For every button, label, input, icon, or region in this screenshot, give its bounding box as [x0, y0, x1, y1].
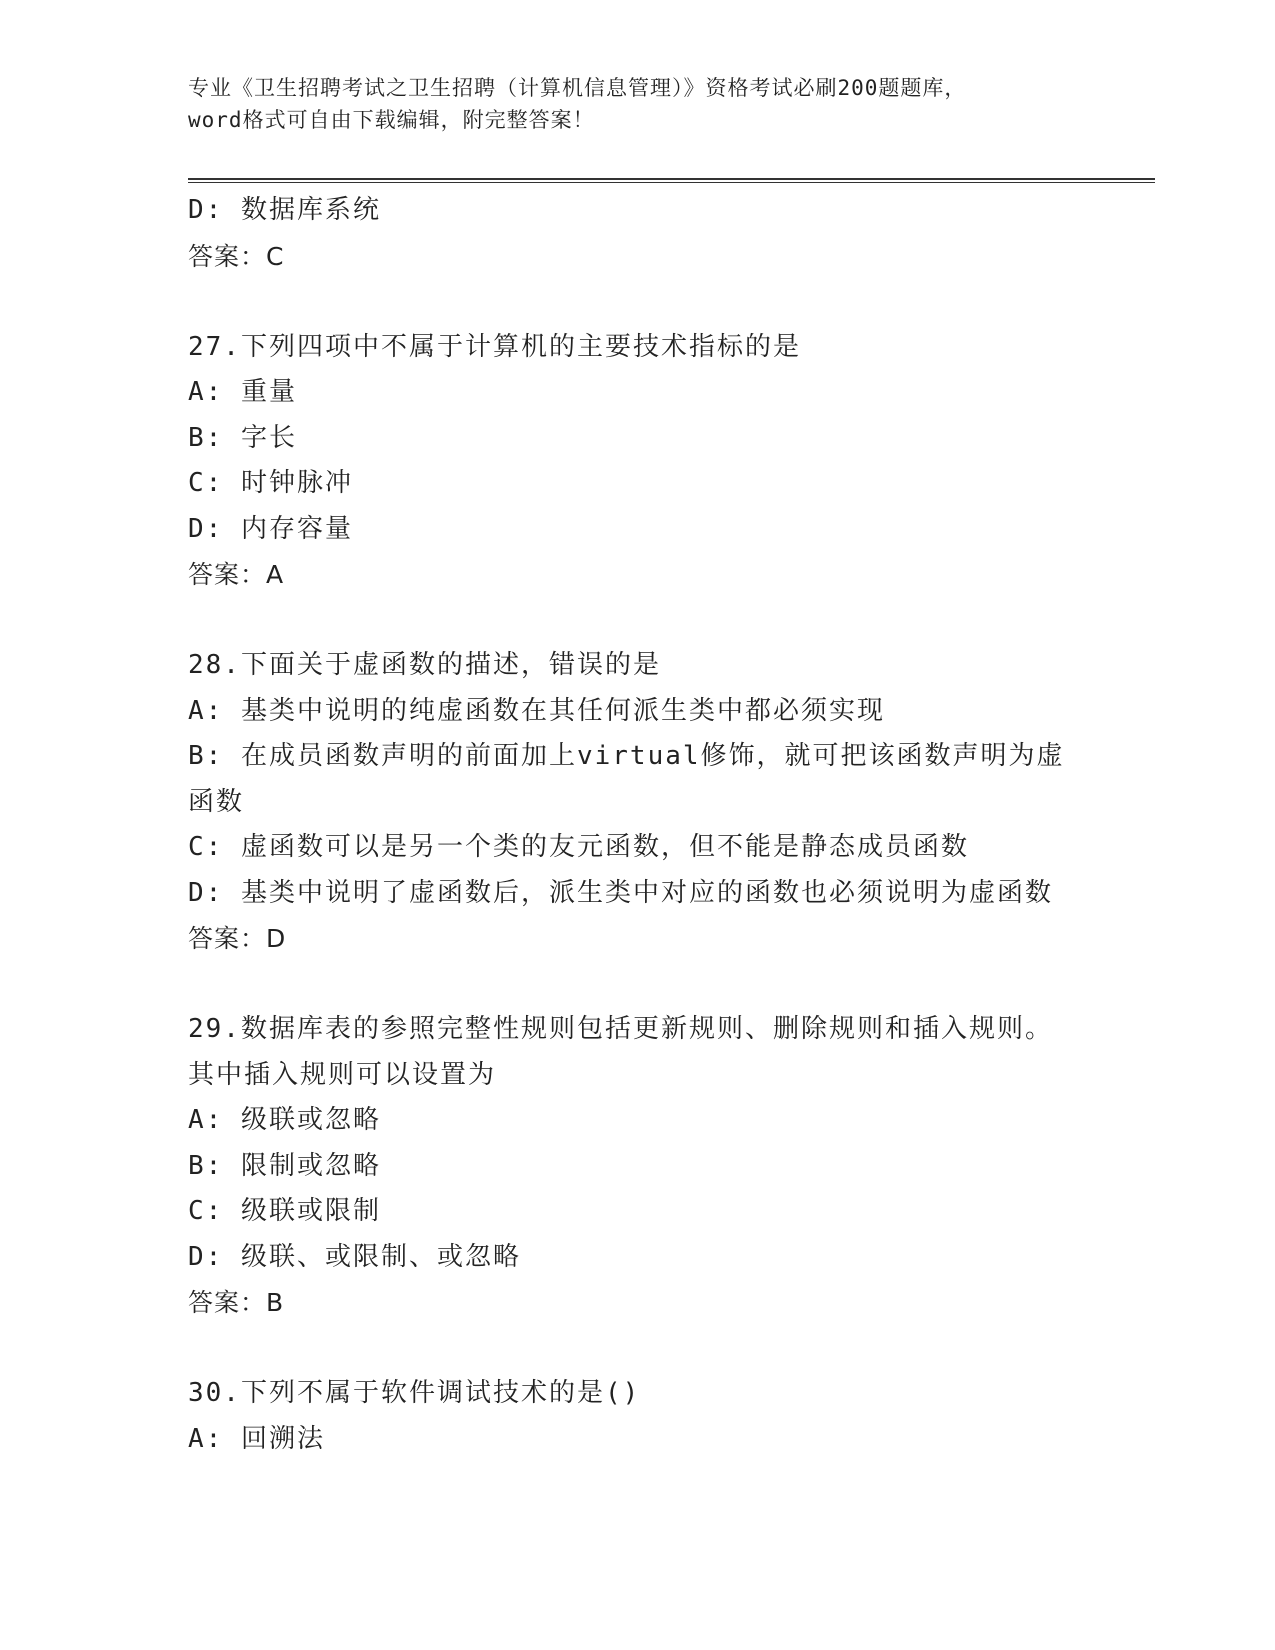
question-29	[188, 1007, 1088, 1326]
option-d: D: 内存容量	[188, 513, 353, 544]
question-28	[188, 643, 1088, 962]
question-spacer	[188, 962, 1088, 1008]
option-b-continued: 函数	[188, 786, 245, 817]
question-stem: 27.下列四项中不属于计算机的主要技术指标的是	[188, 331, 801, 362]
option-c: C: 时钟脉冲	[188, 468, 353, 498]
option-b: B: 字长	[188, 422, 297, 453]
question-30	[188, 1371, 1088, 1462]
option-a: A: 基类中说明的纯虚函数在其任何派生类中都必须实现	[188, 695, 885, 726]
header-title-line-2: word格式可自由下载编辑，附完整答案！	[188, 108, 595, 132]
question-stem: 28.下面关于虚函数的描述，错误的是	[188, 650, 661, 680]
question-stem: 30.下列不属于软件调试技术的是()	[188, 1378, 641, 1408]
header-title-line-1: 专业《卫生招聘考试之卫生招聘（计算机信息管理）》资格考试必刷200题题库，	[188, 76, 967, 100]
option-c: C: 虚函数可以是另一个类的友元函数，但不能是静态成员函数	[188, 832, 969, 862]
question-stem: 29.数据库表的参照完整性规则包括更新规则、删除规则和插入规则。	[188, 1014, 1053, 1044]
question-27	[188, 325, 1088, 598]
answer: 答案：D	[188, 924, 287, 953]
option-a: A: 级联或忽略	[188, 1105, 381, 1135]
prev-answer: 答案：C	[188, 241, 285, 271]
option-d: D: 基类中说明了虚函数后，派生类中对应的函数也必须说明为虚函数	[188, 877, 1053, 908]
document-header	[188, 72, 1088, 136]
question-spacer	[188, 598, 1088, 644]
question-spacer	[188, 279, 1088, 325]
question-spacer	[188, 1326, 1088, 1372]
header-divider	[188, 178, 1155, 183]
question-list	[188, 188, 1088, 1462]
option-b: B: 限制或忽略	[188, 1150, 381, 1181]
answer: 答案：B	[188, 1288, 285, 1317]
option-a: A: 回溯法	[188, 1423, 325, 1454]
option-d: D: 级联、或限制、或忽略	[188, 1241, 521, 1272]
prev-option-d: D: 数据库系统	[188, 195, 381, 225]
option-a: A: 重量	[188, 377, 297, 407]
option-b: B: 在成员函数声明的前面加上virtual修饰，就可把该函数声明为虚	[188, 741, 1065, 771]
question-stem-continued: 其中插入规则可以设置为	[188, 1059, 497, 1090]
option-c: C: 级联或限制	[188, 1196, 381, 1226]
answer: 答案：A	[188, 560, 285, 589]
